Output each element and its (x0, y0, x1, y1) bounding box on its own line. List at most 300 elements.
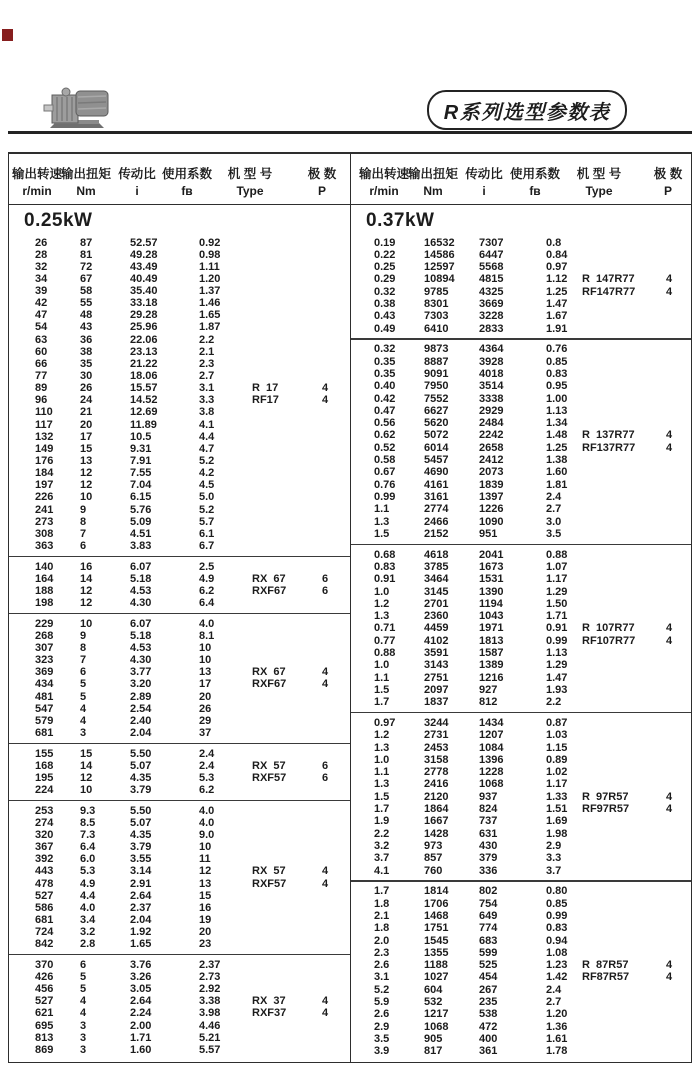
cell-fb: 16 (199, 901, 212, 914)
cell-rpm: 0.47 (374, 404, 396, 417)
cell-fb: 4.2 (199, 467, 215, 480)
cell-rpm: 0.97 (374, 716, 396, 729)
cell-poles: 6 (322, 584, 329, 597)
cell-rpm: 63 (35, 333, 48, 346)
cell-rpm: 370 (35, 958, 54, 971)
cell-rpm: 0.91 (374, 573, 396, 586)
cell-torque: 1751 (424, 922, 449, 935)
cell-ratio: 9.31 (130, 442, 152, 455)
table-row (9, 805, 350, 817)
cell-fb: 10 (199, 841, 212, 854)
cell-torque: 20 (80, 418, 93, 431)
table-row (351, 635, 691, 647)
cell-rpm: 1.2 (374, 729, 390, 742)
rating-group (9, 614, 350, 742)
cell-rpm: 2.2 (374, 827, 390, 840)
cell-fb: 0.84 (546, 248, 568, 261)
cell-rpm: 176 (35, 455, 54, 468)
cell-type: R 87R57 (582, 959, 629, 972)
gearmotor-photo (42, 80, 122, 132)
cell-rpm: 1.3 (374, 610, 390, 623)
cell-ratio: 3.79 (130, 784, 152, 797)
cell-torque: 81 (80, 248, 93, 261)
cell-ratio: 4.35 (130, 771, 152, 784)
cell-ratio: 1068 (479, 778, 504, 791)
cell-torque: 5620 (424, 417, 449, 430)
cell-fb: 0.89 (546, 753, 568, 766)
cell-torque: 4459 (424, 622, 449, 635)
cell-rpm: 0.35 (374, 355, 396, 368)
cell-torque: 10 (80, 617, 93, 630)
cell-type: RXF57 (252, 771, 287, 784)
cell-fb: 2.73 (199, 971, 221, 984)
cell-ratio: 1194 (479, 597, 503, 610)
cell-type: RX 37 (252, 995, 286, 1008)
cell-type: RX 57 (252, 865, 286, 878)
cell-torque: 4.9 (80, 877, 96, 890)
cell-ratio: 3.26 (130, 971, 152, 984)
cell-ratio: 4.30 (130, 654, 152, 667)
cell-ratio: 6.07 (130, 617, 152, 630)
cell-fb: 1.07 (546, 560, 568, 573)
cell-fb: 2.7 (199, 370, 215, 383)
cell-torque: 8.5 (80, 816, 96, 829)
cell-ratio: 1.92 (130, 926, 152, 939)
cell-ratio: 18.06 (130, 370, 158, 383)
rating-group (351, 545, 691, 712)
cell-poles: 4 (322, 1007, 329, 1020)
column-header: 机 型 号 (227, 167, 273, 181)
cell-ratio: 472 (479, 1020, 498, 1033)
cell-rpm: 0.49 (374, 322, 396, 335)
column-unit: Type (236, 184, 264, 198)
table-header (351, 154, 691, 205)
cell-fb: 0.98 (199, 248, 221, 261)
cell-rpm: 1.3 (374, 778, 390, 791)
cell-rpm: 0.25 (374, 261, 396, 274)
table-row (9, 902, 350, 914)
cell-rpm: 842 (35, 938, 54, 951)
cell-rpm: 195 (35, 771, 54, 784)
rating-group (351, 713, 691, 880)
table-row (9, 297, 350, 309)
cell-fb: 1.78 (546, 1045, 568, 1058)
cell-fb: 19 (199, 913, 212, 926)
cell-ratio: 3.77 (130, 666, 152, 679)
column-unit: r/min (22, 184, 52, 198)
cell-torque: 532 (424, 996, 443, 1009)
table-row (351, 803, 691, 815)
cell-ratio: 4815 (479, 273, 504, 286)
cell-type: RX 57 (252, 759, 286, 772)
table-row (9, 926, 350, 938)
table-row (9, 406, 350, 418)
cell-fb: 4.46 (199, 1019, 221, 1032)
table-row (351, 356, 691, 368)
table-row (351, 323, 691, 335)
cell-fb: 1.29 (546, 585, 568, 598)
cell-rpm: 527 (35, 995, 54, 1008)
cell-rpm: 1.0 (374, 659, 390, 672)
cell-rpm: 1.9 (374, 815, 390, 828)
cell-torque: 3.2 (80, 926, 96, 939)
cell-torque: 1068 (424, 1020, 449, 1033)
table-row (351, 549, 691, 561)
cell-torque: 2751 (424, 671, 449, 684)
cell-ratio: 3.79 (130, 841, 152, 854)
cell-ratio: 40.49 (130, 272, 158, 285)
table-row (351, 429, 691, 441)
cell-rpm: 3.7 (374, 852, 390, 865)
cell-fb: 1.61 (546, 1032, 568, 1045)
cell-ratio: 2484 (479, 417, 504, 430)
cell-torque: 17 (80, 430, 93, 443)
table-row (9, 528, 350, 540)
table-row (9, 995, 350, 1007)
cell-ratio: 2.04 (130, 726, 152, 739)
cell-rpm: 813 (35, 1031, 54, 1044)
rating-group (351, 233, 691, 338)
table-row (9, 1044, 350, 1056)
table-row (351, 898, 691, 910)
cell-fb: 2.4 (199, 747, 215, 760)
cell-torque: 1217 (424, 1008, 449, 1021)
cell-torque: 3 (80, 726, 87, 739)
table-row (9, 455, 350, 467)
table-row (351, 935, 691, 947)
cell-ratio: 5.07 (130, 759, 152, 772)
cell-rpm: 2.6 (374, 1008, 390, 1021)
cell-fb: 3.1 (199, 382, 215, 395)
cell-torque: 9785 (424, 285, 449, 298)
cell-ratio: 3.14 (130, 865, 152, 878)
cell-rpm: 0.83 (374, 560, 396, 573)
cell-rpm: 0.19 (374, 236, 396, 249)
cell-rpm: 1.5 (374, 790, 390, 803)
cell-rpm: 5.9 (374, 996, 390, 1009)
cell-type: RX 67 (252, 666, 286, 679)
cell-rpm: 0.29 (374, 273, 396, 286)
table-row (351, 659, 691, 671)
power-rating-label: 0.25kW (24, 210, 93, 231)
cell-type: RF87R57 (582, 971, 630, 984)
cell-fb: 4.4 (199, 430, 215, 443)
cell-poles: 4 (666, 622, 673, 635)
table-row (9, 971, 350, 983)
cell-ratio: 14.52 (130, 394, 158, 407)
column-unit: Nm (423, 184, 443, 198)
cell-rpm: 3.2 (374, 839, 390, 852)
cell-torque: 857 (424, 852, 443, 865)
cell-fb: 2.4 (199, 759, 215, 772)
cell-rpm: 2.3 (374, 946, 390, 959)
table-row (351, 852, 691, 864)
cell-rpm: 1.8 (374, 897, 390, 910)
cell-rpm: 253 (35, 804, 54, 817)
cell-ratio: 1587 (479, 647, 504, 659)
column-unit: r/min (369, 184, 399, 198)
table-row (351, 368, 691, 380)
cell-fb: 5.0 (199, 491, 215, 504)
table-row (351, 503, 691, 515)
cell-torque: 1814 (424, 885, 449, 898)
cell-fb: 1.81 (546, 478, 568, 491)
cell-ratio: 5.09 (130, 515, 152, 528)
cell-rpm: 579 (35, 714, 54, 727)
cell-torque: 8887 (424, 355, 449, 368)
cell-ratio: 379 (479, 852, 498, 865)
table-row (9, 1007, 350, 1019)
table-row (9, 878, 350, 890)
cell-fb: 17 (199, 678, 212, 691)
cell-fb: 0.83 (546, 922, 568, 935)
cell-fb: 2.3 (199, 357, 215, 370)
cell-rpm: 681 (35, 913, 54, 926)
cell-ratio: 1839 (479, 478, 504, 491)
cell-rpm: 226 (35, 491, 54, 504)
cell-type: RF137R77 (582, 441, 636, 454)
cell-rpm: 155 (35, 747, 54, 760)
column-header: 输出扭矩 (60, 167, 112, 181)
cell-fb: 1.87 (199, 321, 221, 334)
cell-fb: 3.8 (199, 406, 215, 419)
cell-rpm: 96 (35, 394, 48, 407)
cell-ratio: 2242 (479, 429, 504, 442)
table-row (9, 261, 350, 273)
table-row (351, 647, 691, 659)
cell-rpm: 1.1 (374, 766, 390, 779)
cell-ratio: 2.04 (130, 913, 152, 926)
cell-ratio: 683 (479, 934, 498, 947)
table-row (351, 417, 691, 429)
cell-fb: 0.85 (546, 897, 568, 910)
cell-ratio: 1228 (479, 766, 504, 779)
cell-type: RXF67 (252, 678, 287, 691)
cell-ratio: 737 (479, 815, 498, 828)
table-row (351, 573, 691, 585)
cell-poles: 4 (322, 678, 329, 691)
cell-torque: 2466 (424, 515, 449, 528)
cell-rpm: 77 (35, 370, 48, 383)
table-row (351, 672, 691, 684)
cell-torque: 3145 (424, 585, 449, 598)
cell-rpm: 2.6 (374, 959, 390, 972)
cell-fb: 1.50 (546, 597, 568, 610)
table-row (351, 984, 691, 996)
cell-ratio: 3.55 (130, 853, 152, 866)
cell-ratio: 3669 (479, 297, 504, 310)
cell-torque: 3591 (424, 647, 449, 659)
cell-ratio: 6447 (479, 248, 504, 261)
cell-torque: 2.8 (80, 938, 96, 951)
cell-torque: 2152 (424, 527, 449, 540)
cell-rpm: 168 (35, 759, 54, 772)
cell-rpm: 0.62 (374, 429, 396, 442)
cell-ratio: 774 (479, 922, 498, 935)
table-row (9, 561, 350, 573)
cell-type: RF107R77 (582, 634, 636, 647)
table-row (351, 393, 691, 405)
table-row (9, 491, 350, 503)
cell-torque: 5 (80, 971, 87, 984)
cell-rpm: 132 (35, 430, 54, 443)
table-row (351, 696, 691, 708)
cell-fb: 0.83 (546, 367, 568, 380)
cell-ratio: 5568 (479, 261, 504, 274)
cell-ratio: 29.28 (130, 309, 158, 322)
cell-torque: 7.3 (80, 828, 96, 841)
cell-rpm: 1.8 (374, 922, 390, 935)
cell-torque: 9 (80, 629, 87, 642)
cell-torque: 4 (80, 1007, 87, 1020)
cell-torque: 6.0 (80, 853, 96, 866)
table-row (351, 1021, 691, 1033)
cell-ratio: 1043 (479, 610, 504, 623)
cell-torque: 2097 (424, 683, 449, 696)
cell-rpm: 3.5 (374, 1032, 390, 1045)
table-row (351, 815, 691, 827)
cell-fb: 0.92 (199, 236, 221, 249)
cell-ratio: 4018 (479, 367, 504, 380)
cell-rpm: 724 (35, 926, 54, 939)
table-row (351, 249, 691, 261)
cell-fb: 5.7 (199, 515, 215, 528)
cell-fb: 3.3 (199, 394, 215, 407)
table-row (9, 504, 350, 516)
table-row (351, 791, 691, 803)
cell-torque: 48 (80, 309, 93, 322)
cell-rpm: 586 (35, 901, 54, 914)
cell-ratio: 927 (479, 683, 498, 696)
cell-rpm: 0.35 (374, 367, 396, 380)
table-row (351, 610, 691, 622)
cell-torque: 87 (80, 236, 93, 249)
cell-ratio: 3514 (479, 380, 504, 393)
cell-torque: 8 (80, 515, 87, 528)
cell-rpm: 149 (35, 442, 54, 455)
cell-torque: 12 (80, 479, 93, 492)
cell-fb: 20 (199, 690, 212, 703)
cell-fb: 12 (199, 865, 212, 878)
cell-poles: 6 (322, 771, 329, 784)
cell-torque: 4161 (424, 478, 449, 491)
table-row (351, 491, 691, 503)
table-row (9, 703, 350, 715)
table-row (9, 585, 350, 597)
cell-ratio: 3.20 (130, 678, 152, 691)
cell-fb: 5.2 (199, 503, 215, 516)
cell-ratio: 538 (479, 1008, 498, 1021)
cell-fb: 3.3 (546, 852, 562, 865)
cell-fb: 26 (199, 702, 212, 715)
cell-rpm: 695 (35, 1019, 54, 1032)
cell-torque: 760 (424, 864, 443, 877)
cell-torque: 3464 (424, 573, 449, 586)
cell-ratio: 1396 (479, 753, 504, 766)
table-row (351, 828, 691, 840)
cell-torque: 3161 (424, 490, 449, 503)
cell-ratio: 3.83 (130, 540, 152, 553)
table-row (351, 561, 691, 573)
cell-torque: 817 (424, 1045, 443, 1058)
cell-rpm: 363 (35, 540, 54, 553)
cell-ratio: 1084 (479, 741, 504, 754)
table-row (9, 618, 350, 630)
rating-group (9, 744, 350, 800)
cell-ratio: 361 (479, 1045, 498, 1058)
cell-rpm: 1.0 (374, 585, 390, 598)
cell-fb: 0.8 (546, 236, 562, 249)
cell-rpm: 443 (35, 865, 54, 878)
cell-torque: 16 (80, 560, 93, 573)
cell-torque: 2774 (424, 503, 449, 516)
cell-fb: 4.0 (199, 804, 215, 817)
table-row (9, 370, 350, 382)
table-row (9, 727, 350, 739)
cell-poles: 4 (322, 382, 329, 395)
cell-ratio: 2658 (479, 441, 504, 454)
cell-fb: 5.57 (199, 1043, 221, 1056)
table-column-025kw (9, 154, 350, 1062)
table-row (351, 466, 691, 478)
cell-type: RXF57 (252, 877, 287, 890)
cell-type: RX 67 (252, 572, 286, 585)
column-header: 传动比 (465, 167, 503, 181)
cell-torque: 5457 (424, 454, 449, 467)
cell-ratio: 7.55 (130, 467, 152, 480)
cell-torque: 15 (80, 442, 93, 455)
cell-ratio: 951 (479, 527, 498, 540)
cell-torque: 4690 (424, 466, 449, 479)
cell-fb: 1.69 (546, 815, 568, 828)
cell-rpm: 1.5 (374, 527, 390, 540)
cell-rpm: 392 (35, 853, 54, 866)
cell-torque: 10 (80, 491, 93, 504)
cell-rpm: 0.52 (374, 441, 396, 454)
cell-ratio: 7.91 (130, 455, 152, 468)
cell-ratio: 1.71 (130, 1031, 152, 1044)
cell-ratio: 7.04 (130, 479, 152, 492)
cell-torque: 1545 (424, 934, 449, 947)
selection-table (8, 152, 692, 1063)
cell-torque: 1706 (424, 897, 449, 910)
table-row (351, 261, 691, 273)
cell-rpm: 184 (35, 467, 54, 480)
cell-fb: 1.33 (546, 790, 568, 803)
cell-rpm: 1.1 (374, 671, 390, 684)
column-unit: i (482, 184, 486, 198)
cell-torque: 3244 (424, 716, 449, 729)
cell-rpm: 307 (35, 642, 54, 654)
table-row (9, 865, 350, 877)
cell-rpm: 1.7 (374, 696, 390, 709)
cell-torque: 3143 (424, 659, 449, 672)
cell-torque: 973 (424, 839, 443, 852)
table-row (9, 630, 350, 642)
table-row (9, 654, 350, 666)
cell-rpm: 268 (35, 629, 54, 642)
cell-torque: 3785 (424, 560, 449, 573)
cell-fb: 6.7 (199, 540, 215, 553)
cell-ratio: 2041 (479, 548, 504, 561)
cell-torque: 7 (80, 654, 87, 667)
cell-ratio: 336 (479, 864, 498, 877)
cell-rpm: 0.58 (374, 454, 396, 467)
cell-ratio: 1389 (479, 659, 504, 672)
cell-fb: 2.92 (199, 983, 221, 996)
cell-rpm: 274 (35, 816, 54, 829)
cell-ratio: 631 (479, 827, 498, 840)
